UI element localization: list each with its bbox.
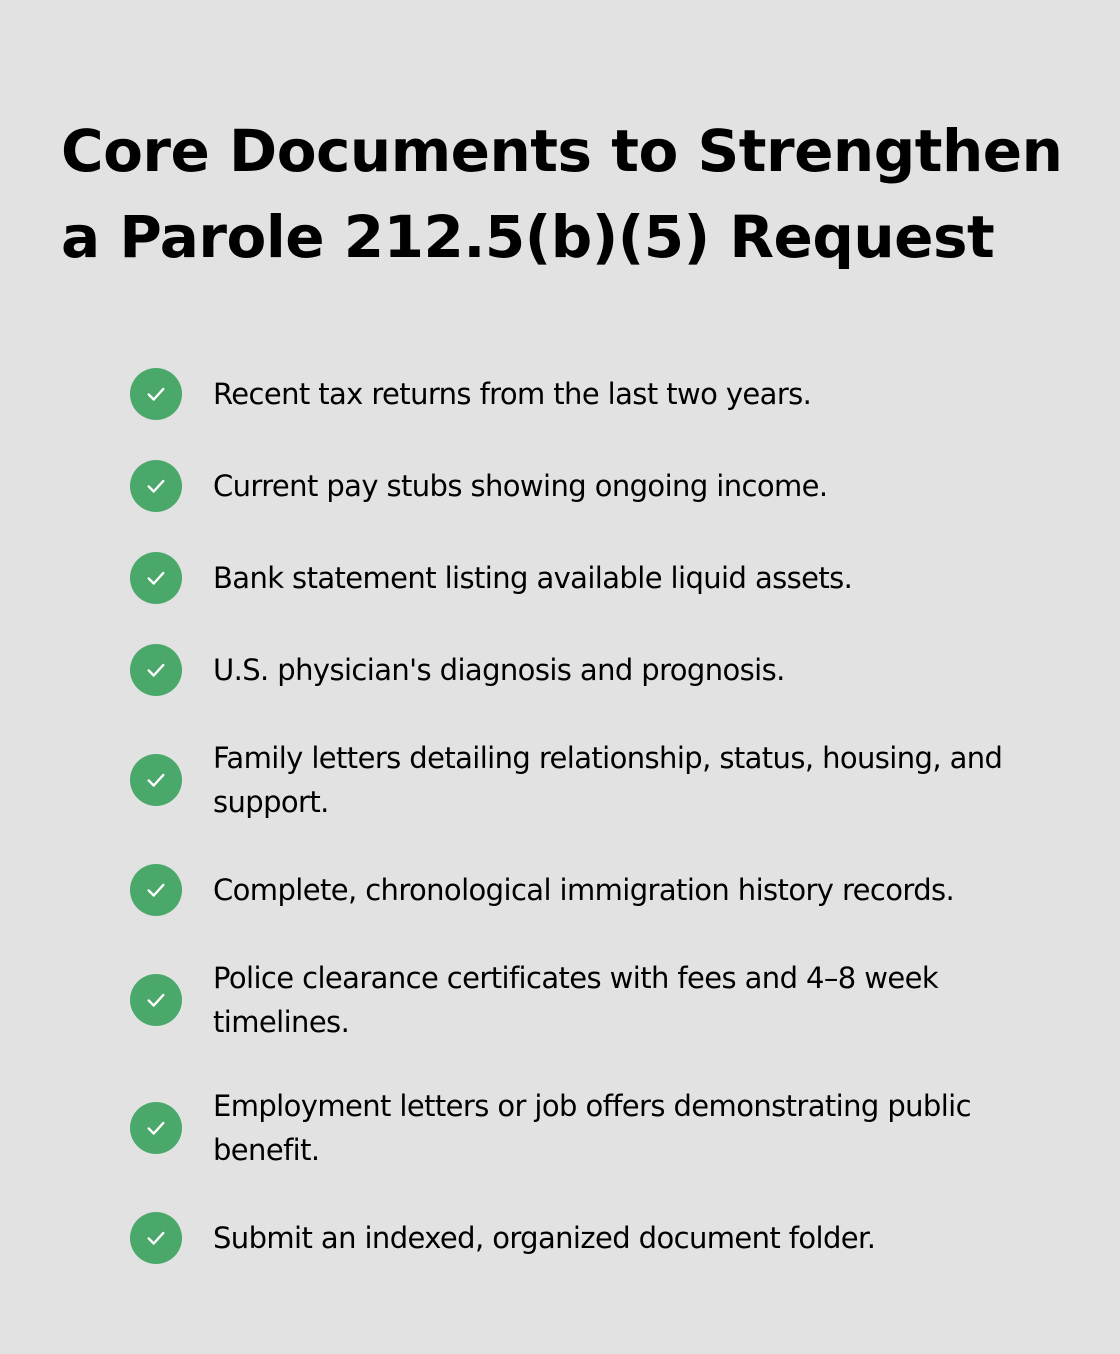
checklist-item	[130, 368, 1050, 420]
check-circle-icon	[130, 754, 182, 806]
checklist-item-label: Current pay stubs showing ongoing income.	[213, 469, 828, 503]
check-circle-icon	[130, 1102, 182, 1154]
check-circle-icon	[130, 460, 182, 512]
checklist-item	[130, 644, 1050, 696]
checklist-item-label: Submit an indexed, organized document folder.	[213, 1221, 876, 1255]
check-circle-icon	[130, 1212, 182, 1264]
checklist-item	[130, 552, 1050, 604]
check-circle-icon	[130, 368, 182, 420]
checklist-item-label: Police clearance certificates with fees and 4–8 week timelines.	[213, 961, 939, 1039]
checklist-item-label: Employment letters or job offers demonstrating public benefit.	[213, 1089, 971, 1167]
check-circle-icon	[130, 644, 182, 696]
checklist-item	[130, 1084, 1050, 1172]
checklist-item-label: U.S. physician's diagnosis and prognosis.	[213, 653, 785, 687]
checklist-item	[130, 956, 1050, 1044]
page-title: Core Documents to Strengthen a Parole 212.5(b)(5) Request	[61, 117, 1063, 271]
check-circle-icon	[130, 552, 182, 604]
checklist-item-label: Family letters detailing relationship, status, housing, and support.	[213, 741, 1003, 819]
checklist-item	[130, 1212, 1050, 1264]
checklist-item-label: Complete, chronological immigration history records.	[213, 873, 955, 907]
checklist-item	[130, 736, 1050, 824]
check-circle-icon	[130, 864, 182, 916]
checklist-item	[130, 864, 1050, 916]
checklist-item	[130, 460, 1050, 512]
checklist-item-label: Recent tax returns from the last two years.	[213, 377, 812, 411]
checklist-item-label: Bank statement listing available liquid assets.	[213, 561, 853, 595]
check-circle-icon	[130, 974, 182, 1026]
